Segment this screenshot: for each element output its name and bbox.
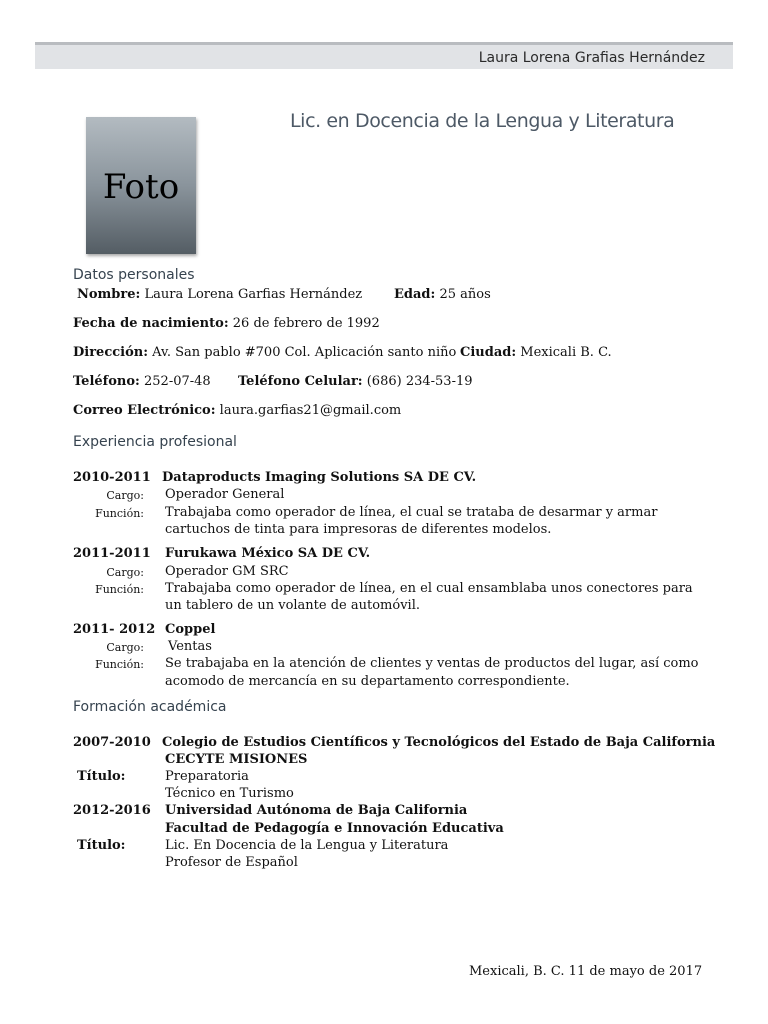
school-campus: Facultad de Pedagogía e Innovación Educativa	[165, 821, 504, 836]
titulo-line-1: Lic. En Docencia de la Lengua y Literatura	[165, 838, 449, 853]
ciudad-label: Ciudad:	[460, 345, 517, 360]
celular-value: (686) 234-53-19	[366, 374, 473, 389]
telefono-label: Teléfono:	[73, 374, 140, 389]
section-heading-education: Formación académica	[73, 699, 227, 715]
titulo-label: Título:	[77, 838, 126, 853]
job-company: Dataproducts Imaging Solutions SA DE CV.	[162, 470, 477, 485]
job-company: Furukawa México SA DE CV.	[165, 546, 371, 561]
funcion-label: Función:	[95, 583, 144, 596]
fecha-label: Fecha de nacimiento:	[73, 316, 229, 331]
nombre-label: Nombre:	[77, 287, 141, 302]
edad-label: Edad:	[394, 287, 436, 302]
header-name: Laura Lorena Grafias Hernández	[478, 50, 705, 66]
titulo-line-1: Preparatoria	[165, 769, 249, 784]
age-row	[394, 287, 491, 302]
job-funcion-line-1: Trabajaba como operador de línea, en el cual ensamblaba unos conectores para	[165, 581, 693, 596]
cellphone-row	[238, 374, 473, 389]
degree-title: Lic. en Docencia de la Lengua y Literatura	[290, 110, 675, 132]
cargo-label: Cargo:	[106, 566, 144, 579]
header-bar	[35, 42, 733, 69]
job-dates: 2011-2011	[73, 546, 151, 561]
titulo-line-2: Profesor de Español	[165, 855, 298, 870]
fecha-value: 26 de febrero de 1992	[232, 316, 380, 331]
job-funcion-line-2: acomodo de mercancía en su departamento correspondiente.	[165, 674, 570, 689]
photo-placeholder	[86, 117, 196, 254]
celular-label: Teléfono Celular:	[238, 374, 363, 389]
telefono-value: 252-07-48	[144, 374, 211, 389]
job-funcion-line-2: cartuchos de tinta para impresoras de diferentes modelos.	[165, 522, 552, 537]
school-name: Universidad Autónoma de Baja California	[165, 803, 468, 818]
correo-value: laura.garfias21@gmail.com	[219, 403, 402, 418]
section-heading-personal: Datos personales	[73, 267, 195, 283]
direccion-value: Av. San pablo #700 Col. Aplicación santo niño	[152, 345, 457, 360]
funcion-label: Función:	[95, 658, 144, 671]
edad-value: 25 años	[439, 287, 491, 302]
direccion-label: Dirección:	[73, 345, 149, 360]
place-date: Mexicali, B. C. 11 de mayo de 2017	[469, 964, 703, 979]
correo-label: Correo Electrónico:	[73, 403, 216, 418]
school-name: Colegio de Estudios Científicos y Tecnológicos del Estado de Baja California	[162, 735, 716, 750]
school-campus: CECYTE MISIONES	[165, 752, 308, 767]
job-dates: 2010-2011	[73, 470, 151, 485]
funcion-label: Función:	[95, 507, 144, 520]
education-dates: 2012-2016	[73, 803, 151, 818]
job-funcion-line-2: un tablero de un volante de automóvil.	[165, 598, 420, 613]
birthdate-row	[73, 316, 380, 331]
address-row	[73, 345, 456, 360]
job-funcion-line-1: Se trabajaba en la atención de clientes y ventas de productos del lugar, así como	[165, 656, 699, 671]
photo-label: Foto	[102, 167, 180, 207]
job-dates: 2011- 2012	[73, 622, 156, 637]
phone-row	[73, 374, 211, 389]
job-company: Coppel	[165, 622, 216, 637]
email-row	[73, 403, 401, 418]
city-row	[460, 345, 612, 360]
nombre-value: Laura Lorena Garfias Hernández	[144, 287, 363, 302]
job-cargo: Operador GM SRC	[165, 564, 289, 579]
name-row	[77, 287, 362, 302]
job-funcion-line-1: Trabajaba como operador de línea, el cual se trataba de desarmar y armar	[165, 505, 658, 520]
cargo-label: Cargo:	[106, 489, 144, 502]
titulo-line-2: Técnico en Turismo	[165, 786, 294, 801]
job-cargo: Operador General	[165, 487, 285, 502]
cargo-label: Cargo:	[106, 641, 144, 654]
ciudad-value: Mexicali B. C.	[520, 345, 612, 360]
titulo-label: Título:	[77, 769, 126, 784]
section-heading-experience: Experiencia profesional	[73, 434, 237, 450]
education-dates: 2007-2010	[73, 735, 151, 750]
job-cargo: Ventas	[168, 639, 212, 654]
